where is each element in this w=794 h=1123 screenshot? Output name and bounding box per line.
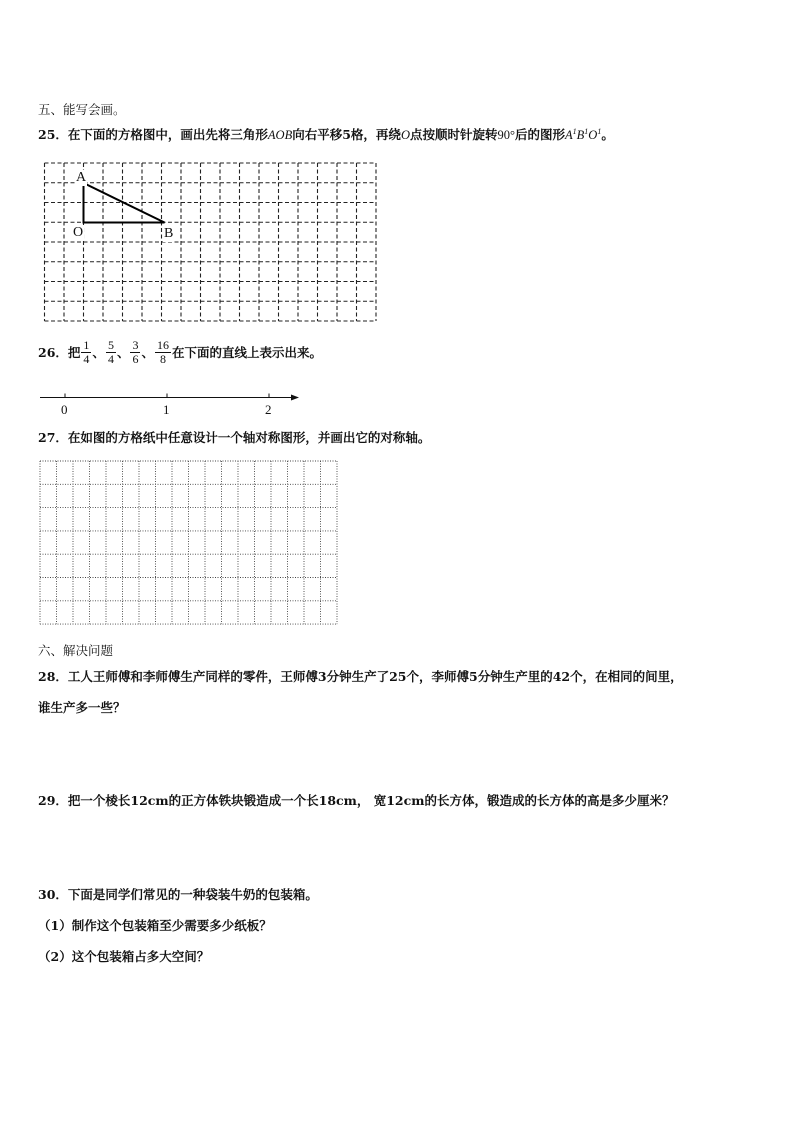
fraction-3-6: $\frac{3}{6}$ — [132, 338, 139, 366]
q29-text: 把一个棱长12cm的正方体铁块锻造成一个长18cm， 宽12cm的长方体，锻造成的长方体的高是多少厘米？ — [67, 793, 675, 808]
q26-number: 26． — [38, 345, 68, 360]
q28-line1: 工人王师傅和李师傅生产同样的零件，王师傅3分钟生产了25个，李师傅5分钟生产里的42个，在相同的间里， — [67, 669, 683, 684]
q26-suffix: 在下面的直线上表示出来。 — [171, 345, 322, 360]
q25-text-d: 后的图形 — [514, 127, 565, 142]
arrow-right-icon — [291, 395, 299, 401]
fraction-16-8: $\frac{16}{8}$ — [156, 338, 169, 366]
q25-var-o: O — [400, 128, 410, 142]
q25-end: 。 — [601, 127, 614, 142]
q30-number: 30． — [38, 887, 68, 902]
q25-number: 25． — [38, 127, 68, 142]
label-b: B — [164, 226, 174, 241]
question-26: 26．把 $\frac{1}{4}$ 、 $\frac{5}{4}$ 、 $\frac{3}{6}$ 、 $\frac{16}{8}$ 在下面的直线上表示出来。 — [38, 338, 322, 366]
q28-number: 28． — [38, 669, 68, 684]
tick-label-2: 2 — [265, 402, 272, 417]
question-30 — [38, 885, 318, 903]
q25-res-a: A — [565, 128, 573, 142]
section-5-title: 五、能写会画。 — [38, 102, 126, 117]
label-o: O — [73, 225, 84, 240]
section-6-title: 六、解决问题 — [38, 643, 114, 658]
q25-res-o: O — [588, 128, 598, 142]
label-a: A — [76, 170, 87, 185]
q25-text-a: 在下面的方格图中，画出先将三角形 — [67, 127, 268, 142]
q25-var-aob: AOB — [267, 128, 293, 142]
question-27 — [38, 428, 430, 446]
question-29 — [38, 791, 674, 809]
tick-label-0: 0 — [61, 402, 68, 417]
q27-number: 27． — [38, 430, 68, 445]
question-28 — [38, 667, 683, 685]
q27-grid — [38, 460, 340, 626]
q28-line2: 谁生产多一些？ — [38, 700, 126, 715]
q25-text-b: 向右平移5格，再绕 — [292, 127, 401, 142]
q29-number: 29． — [38, 793, 68, 808]
q30-text: 下面是同学们常见的一种袋装牛奶的包装箱。 — [67, 887, 318, 902]
q27-text: 在如图的方格纸中任意设计一个轴对称图形，并画出它的对称轴。 — [67, 430, 431, 445]
q25-grid — [42, 160, 382, 326]
q25-res-b: B — [576, 128, 585, 142]
question-25: 25．在下面的方格图中，画出先将三角形AOB向右平移5格，再绕O点按顺时针旋转90°后的图形$A^1B^1O^1$。 — [38, 127, 614, 142]
fraction-5-4: $\frac{5}{4}$ — [107, 338, 114, 366]
tick-label-1: 1 — [163, 402, 170, 417]
q30-sub2: （2）这个包装箱占多大空间？ — [38, 949, 210, 964]
q25-text-c: 点按顺时针旋转 — [409, 127, 498, 142]
q25-angle: 90° — [497, 128, 515, 142]
q26-prefix: 把 — [67, 345, 81, 360]
fraction-1-4: $\frac{1}{4}$ — [83, 338, 90, 366]
q30-sub1: （1）制作这个包装箱至少需要多少纸板？ — [38, 918, 272, 933]
